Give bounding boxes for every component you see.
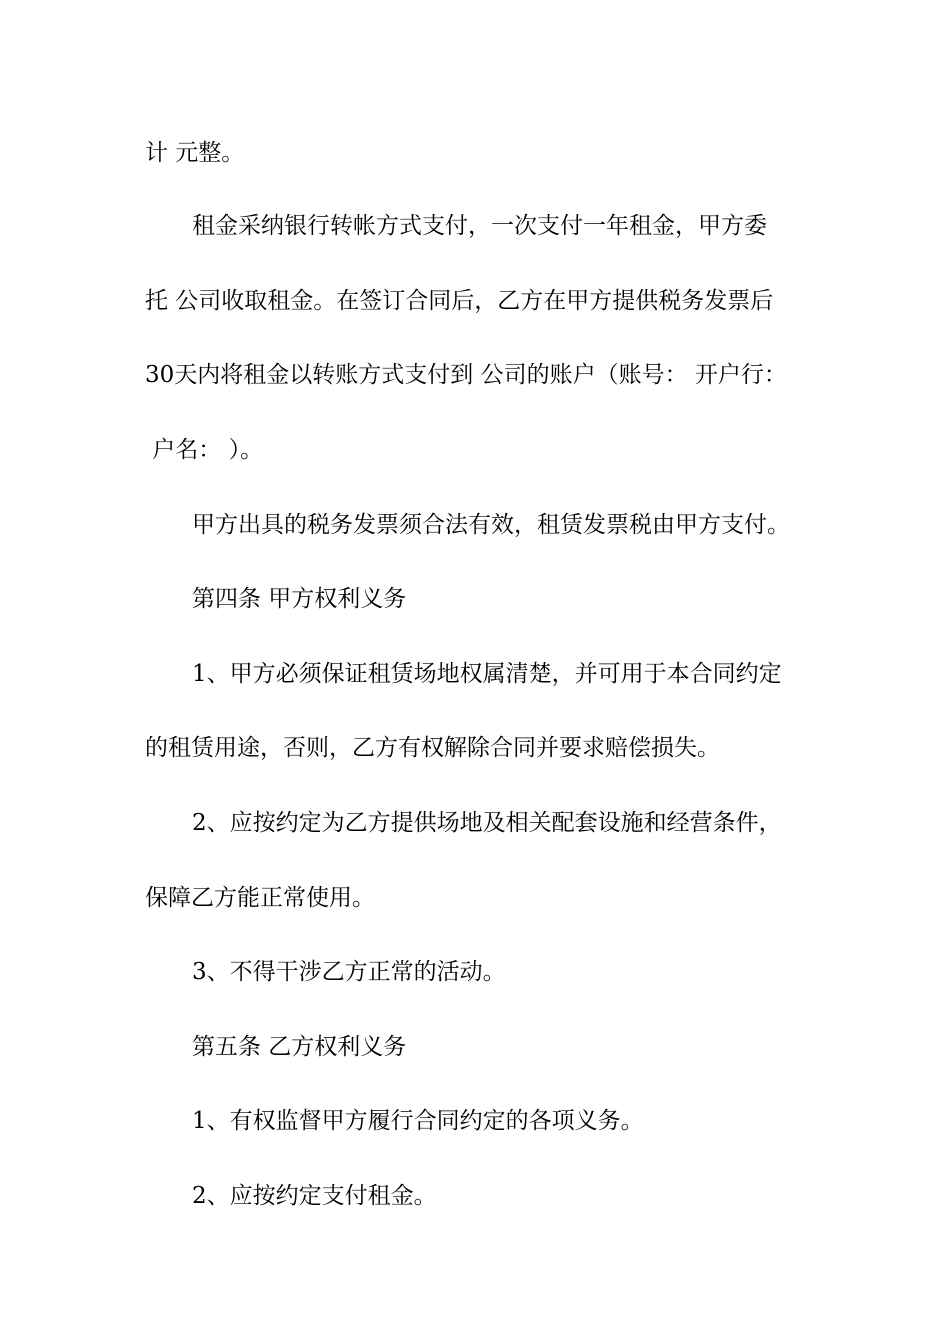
article-five-item-1: 1、有权监督甲方履行合同约定的各项义务。: [192, 1108, 644, 1134]
article-four-item-3: 3、不得干涉乙方正常的活动。: [192, 959, 506, 985]
paragraph-rent-payment: 租金采纳银行转帐方式支付，一次支付一年租金，甲方委: [192, 213, 767, 239]
text-line: 户名： ）。: [145, 437, 264, 463]
text-line: 的租赁用途，否则，乙方有权解除合同并要求赔偿损失。: [145, 735, 720, 761]
article-four-item-2: 2、应按约定为乙方提供场地及相关配套设施和经营条件，: [192, 810, 782, 836]
article-five-item-2: 2、应按约定支付租金。: [192, 1183, 437, 1209]
paragraph-tax-invoice: 甲方出具的税务发票须合法有效，租赁发票税由甲方支付。: [192, 512, 790, 538]
text-line: 保障乙方能正常使用。: [145, 885, 375, 911]
article-four-heading: 第四条 甲方权利义务: [192, 586, 407, 612]
article-five-heading: 第五条 乙方权利义务: [192, 1034, 407, 1060]
article-four-item-1: 1、甲方必须保证租赁场地权属清楚，并可用于本合同约定: [192, 661, 782, 687]
text-line: 30天内将租金以转账方式支付到 公司的账户（账号： 开户行：: [145, 362, 787, 388]
text-line: 计 元整。: [145, 140, 245, 166]
text-line: 托 公司收取租金。在签订合同后，乙方在甲方提供税务发票后: [145, 288, 774, 314]
